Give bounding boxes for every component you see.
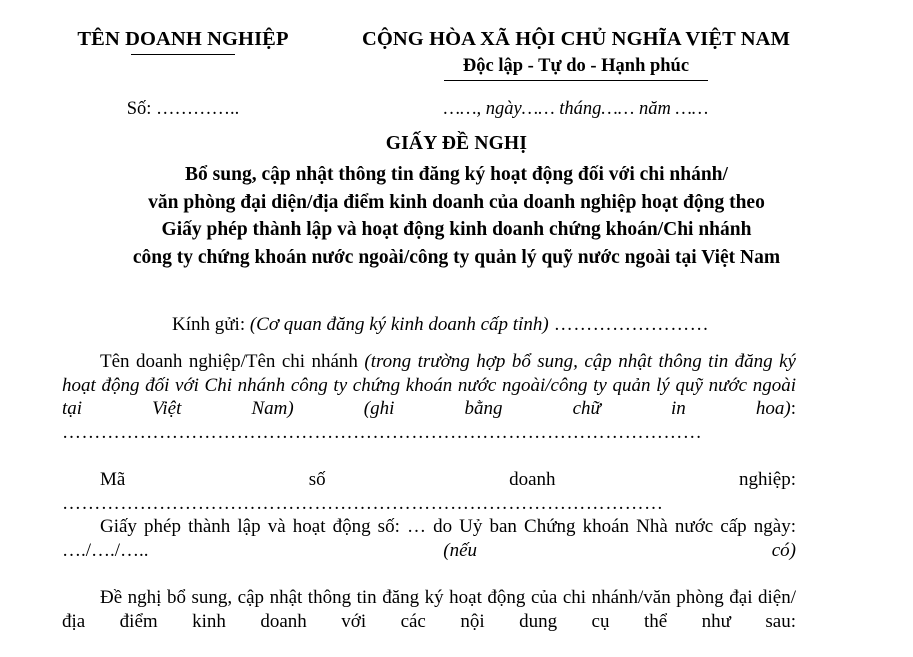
recipient-authority: (Cơ quan đăng ký kinh doanh cấp tỉnh)	[249, 314, 549, 335]
paragraph-license	[62, 515, 796, 586]
document-subtitle-line-3: Giấy phép thành lập và hoạt động kinh doanh chứng khoán/Chi nhánh	[161, 219, 752, 241]
document-body	[62, 350, 796, 657]
enterprise-name-note: (trong trường hợp bổ sung, cập nhật thông tin đăng ký hoạt động đối với Chi nhánh công ty chứng khoán nước ngoài/công ty quản lý quỹ nước ngoài tại Việt Nam)	[62, 351, 796, 420]
paragraph-enterprise-code	[62, 468, 796, 515]
header-left-block	[46, 28, 320, 55]
recipient-label: Kính gửi:	[172, 314, 246, 335]
document-title-block	[0, 132, 913, 272]
request-text: Đề nghị bổ sung, cập nhật thông tin đăng ký hoạt động của chi nhánh/văn phòng đại diện/địa điểm kinh doanh với các nội dung cụ thể như sau:	[62, 587, 796, 633]
recipient-dots: ……………………	[548, 314, 710, 335]
document-subtitle-line-1: Bổ sung, cập nhật thông tin đăng ký hoạt động đối với chi nhánh/	[185, 164, 728, 185]
document-subtitle-line-2: văn phòng đại diện/địa điểm kinh doanh của doanh nghiệp hoạt động theo	[148, 191, 765, 213]
enterprise-name-label: Tên doanh nghiệp/Tên chi nhánh	[100, 351, 365, 372]
license-optional-note: (nếu có)	[443, 540, 796, 562]
date-line: ……, ngày…… tháng…… năm ……	[443, 99, 709, 119]
header-right-block	[330, 28, 822, 81]
enterprise-code-label: Mã số doanh nghiệp:	[100, 469, 796, 491]
enterprise-name-uppercase-note: (ghi bằng chữ in hoa)	[293, 398, 791, 420]
recipient-line	[172, 313, 709, 337]
national-motto: Độc lập - Tự do - Hạnh phúc	[462, 55, 690, 76]
organization-name-underline	[131, 54, 235, 55]
reference-number-line: Số: …………..	[126, 99, 240, 119]
enterprise-name-colon: :	[790, 398, 797, 420]
enterprise-name-dots: ………………………………………………………………………………………	[62, 421, 703, 443]
enterprise-code-dots: …………………………………………………………………………………	[62, 492, 664, 514]
paragraph-enterprise-name	[62, 350, 796, 468]
document-title: GIẤY ĐỀ NGHỊ	[385, 133, 528, 154]
document-subtitle-line-4: công ty chứng khoán nước ngoài/công ty quản lý quỹ nước ngoài tại Việt Nam	[132, 247, 781, 269]
paragraph-request	[62, 586, 796, 657]
license-text: Giấy phép thành lập và hoạt động số: … do Uỷ ban Chứng khoán Nhà nước cấp ngày: …./…./…..	[62, 516, 796, 562]
national-title: CỘNG HÒA XÃ HỘI CHỦ NGHĨA VIỆT NAM	[361, 28, 791, 50]
national-motto-underline	[444, 80, 708, 81]
organization-name: TÊN DOANH NGHIỆP	[77, 28, 289, 50]
document-header	[0, 28, 913, 120]
